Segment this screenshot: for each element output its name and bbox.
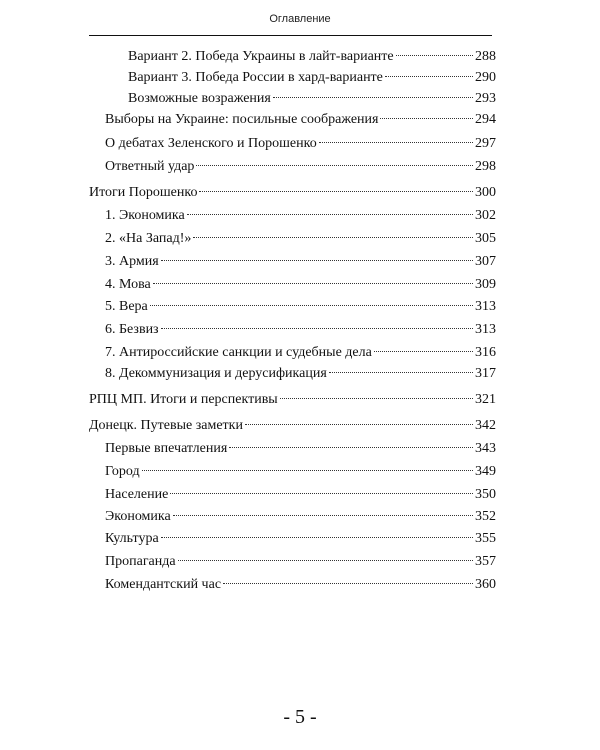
toc-entry[interactable]	[105, 507, 496, 527]
toc-entry-page: 342	[475, 418, 496, 433]
toc-dot-leader	[385, 76, 473, 77]
toc-dot-leader	[273, 97, 473, 98]
toc-entry-page: 302	[475, 208, 496, 223]
toc-entry[interactable]	[105, 110, 496, 130]
toc-entry[interactable]	[105, 157, 496, 177]
toc-entry-page: 309	[475, 277, 496, 292]
toc-dot-leader	[280, 398, 473, 399]
toc-entry-title: 4. Мова	[105, 277, 151, 292]
toc-entry-title: Город	[105, 464, 140, 479]
toc-entry-page: 349	[475, 464, 496, 479]
toc-entry[interactable]	[128, 47, 496, 67]
toc-entry-page: 288	[475, 49, 496, 64]
toc-entry-title: 7. Антироссийские санкции и судебные дела	[105, 345, 372, 360]
toc-entry[interactable]	[105, 297, 496, 317]
toc-entry-title: Выборы на Украине: посильные соображения	[105, 112, 379, 127]
toc-entry-title: Возможные возражения	[128, 91, 271, 106]
toc-dot-leader	[329, 372, 473, 373]
toc-entry-page: 305	[475, 231, 496, 246]
toc-entry-title: Пропаганда	[105, 554, 176, 569]
toc-entry-page: 360	[475, 577, 496, 592]
toc-entry-title: Вариант 3. Победа России в хард-варианте	[128, 70, 383, 85]
toc-dot-leader	[374, 351, 473, 352]
toc-entry-title: РПЦ МП. Итоги и перспективы	[89, 392, 278, 407]
toc-entry[interactable]	[105, 552, 496, 572]
toc-entry-page: 357	[475, 554, 496, 569]
toc-entry-page: 300	[475, 185, 496, 200]
toc-dot-leader	[178, 560, 473, 561]
toc-entry-title: Донецк. Путевые заметки	[89, 418, 243, 433]
toc-entry-title: Экономика	[105, 509, 171, 524]
toc-entry-title: Вариант 2. Победа Украины в лайт-варианте	[128, 49, 394, 64]
toc-dot-leader	[223, 583, 473, 584]
toc-entry-page: 355	[475, 531, 496, 546]
running-header-title: Оглавление	[269, 13, 331, 25]
toc-entry-page: 290	[475, 70, 496, 85]
toc-dot-leader	[193, 237, 473, 238]
toc-dot-leader	[161, 260, 473, 261]
toc-dot-leader	[319, 142, 473, 143]
toc-entry-page: 321	[475, 392, 496, 407]
toc-entry[interactable]	[89, 390, 496, 410]
toc-dot-leader	[199, 191, 473, 192]
toc-entry[interactable]	[105, 485, 496, 505]
toc-entry-page: 313	[475, 299, 496, 314]
toc-entry[interactable]	[105, 206, 496, 226]
toc-entry[interactable]	[105, 364, 496, 384]
toc-entry-page: 350	[475, 487, 496, 502]
toc-dot-leader	[173, 515, 473, 516]
toc-entry-title: О дебатах Зеленского и Порошенко	[105, 136, 317, 151]
toc-entry-page: 317	[475, 366, 496, 381]
toc-entry-title: Первые впечатления	[105, 441, 228, 456]
toc-dot-leader	[161, 537, 473, 538]
toc-dot-leader	[380, 118, 473, 119]
toc-dot-leader	[245, 424, 473, 425]
toc-dot-leader	[170, 493, 473, 494]
toc-entry-title: 6. Безвиз	[105, 322, 159, 337]
header-rule	[89, 35, 492, 36]
toc-dot-leader	[196, 165, 473, 166]
toc-entry[interactable]	[128, 68, 496, 88]
toc-dot-leader	[229, 447, 473, 448]
page-number: - 5 -	[283, 706, 317, 728]
toc-entry[interactable]	[89, 183, 496, 203]
toc-dot-leader	[187, 214, 473, 215]
toc-entry-page: 307	[475, 254, 496, 269]
toc-entry-title: 8. Декоммунизация и дерусификация	[105, 366, 327, 381]
toc-dot-leader	[150, 305, 473, 306]
toc-entry[interactable]	[105, 529, 496, 549]
toc-dot-leader	[153, 283, 473, 284]
toc-entry[interactable]	[105, 134, 496, 154]
toc-entry-title: Ответный удар	[105, 159, 195, 174]
toc-entry[interactable]	[105, 575, 496, 595]
toc-entry-page: 298	[475, 159, 496, 174]
toc-entry[interactable]	[105, 320, 496, 340]
toc-entry-page: 297	[475, 136, 496, 151]
toc-entry-title: Население	[105, 487, 169, 502]
toc-entry[interactable]	[105, 275, 496, 295]
toc-entry[interactable]	[105, 252, 496, 272]
toc-entry[interactable]	[105, 462, 496, 482]
toc-entry-title: 3. Армия	[105, 254, 159, 269]
toc-dot-leader	[161, 328, 473, 329]
toc-entry[interactable]	[128, 89, 496, 109]
toc-entry-page: 313	[475, 322, 496, 337]
toc-entry-title: 2. «На Запад!»	[105, 231, 192, 246]
toc-entry[interactable]	[105, 229, 496, 249]
toc-entry-title: 5. Вера	[105, 299, 148, 314]
toc-entry-title: Культура	[105, 531, 159, 546]
toc-entry-page: 352	[475, 509, 496, 524]
toc-entry-page: 293	[475, 91, 496, 106]
toc-dot-leader	[396, 55, 473, 56]
toc-entry[interactable]	[89, 416, 496, 436]
toc-entry-page: 294	[475, 112, 496, 127]
toc-entry-page: 316	[475, 345, 496, 360]
toc-dot-leader	[142, 470, 473, 471]
toc-entry-title: 1. Экономика	[105, 208, 185, 223]
toc-entry[interactable]	[105, 439, 496, 459]
toc-entry[interactable]	[105, 343, 496, 363]
toc-entry-page: 343	[475, 441, 496, 456]
toc-entry-title: Итоги Порошенко	[89, 185, 198, 200]
toc-entry-title: Комендантский час	[105, 577, 222, 592]
